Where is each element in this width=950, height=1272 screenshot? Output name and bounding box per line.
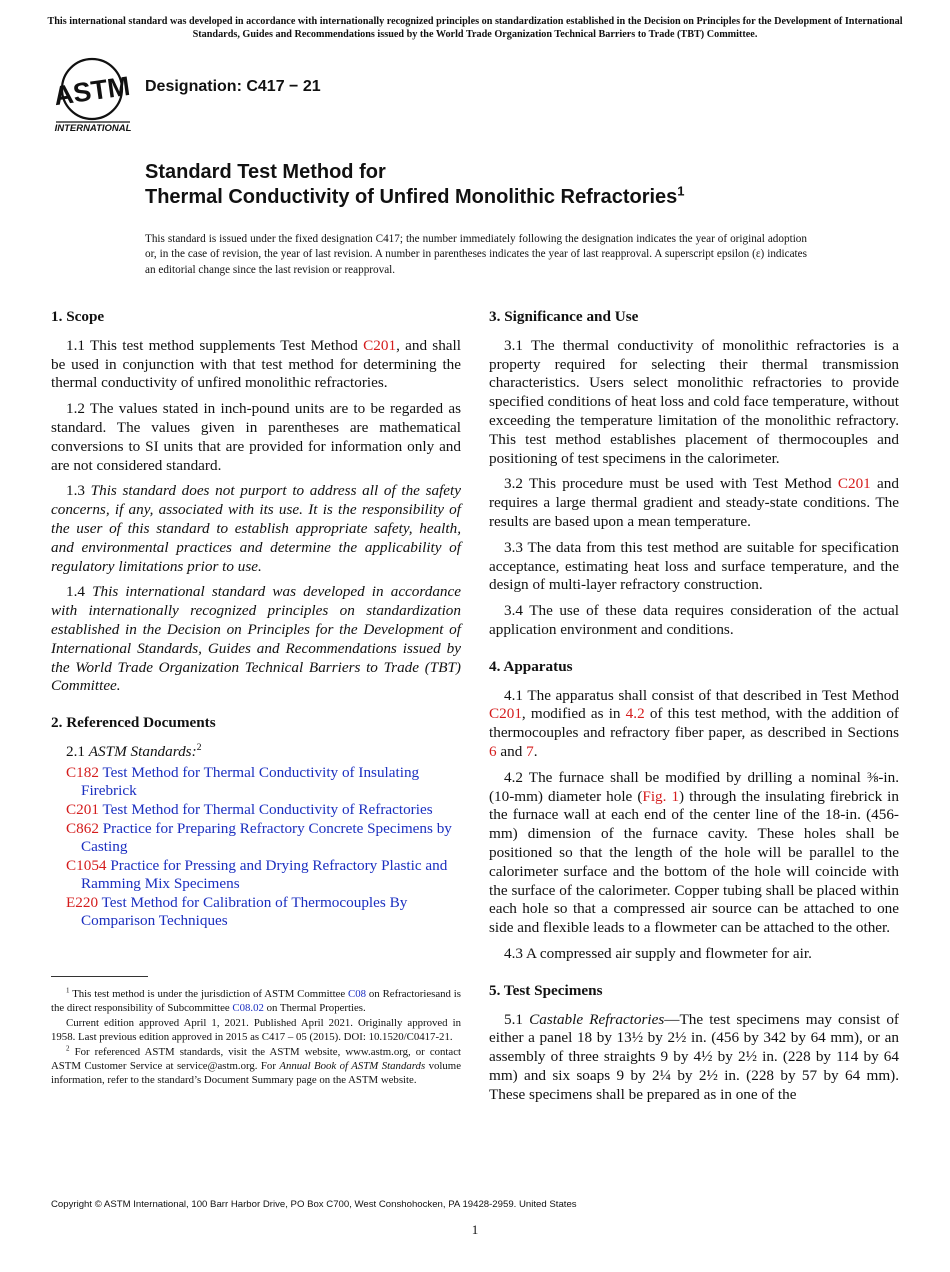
abstract: This standard is issued under the fixed designation C417; the number immediately following the designation indicates the year of original adoption or, in the case of revision, the year of last revision. A number in parentheses indicates the year of last reapproval. A superscript epsilon (ε) indicates an editorial change since the last revision or reapproval. [145,233,807,276]
para-3-1: 3.1 The thermal conductivity of monolithic refractories is a property required for selecting their thermal transmission characteristics. Users select monolithic refractories to provide specified conditions of heat loss and cold face temperature, without exceeding the temperature limitation of the monolithic refractory. This test method establishes placement of thermocouples and positioning of test specimens in the calorimeter. [489,336,899,467]
footnote-divider [51,976,148,977]
designation: Designation: C417 − 21 [145,78,321,95]
left-column [51,308,461,931]
para-2-1: 2.1 ASTM Standards:$^2$ [66,741,202,760]
section-3-heading: 3. Significance and Use [489,308,639,325]
link-4-2[interactable]: 4.2 [625,705,645,723]
right-column [489,308,899,1111]
top-note: This international standard was developed in accordance with internationally recognized principles on standardization established in the Decision on Principles for the Development of International Standards, Guides and Recommendations issued by the World Trade Organization Technical Barriers to Trade (TBT) Committee. [47,16,903,40]
ref-item[interactable]: E220 Test Method for Calibration of Thermocouples By Comparison Techniques [66,893,408,930]
link-c201[interactable]: C201 [837,475,871,493]
link-section-7[interactable]: 7 [526,742,534,760]
svg-text:INTERNATIONAL: INTERNATIONAL [54,123,132,134]
footnote-ref-2[interactable]: 2 [196,741,202,753]
section-1-heading: 1. Scope [51,308,105,325]
page-title [145,160,685,210]
section-5-heading: 5. Test Specimens [489,981,603,999]
title-line-2: Thermal Conductivity of Unfired Monolithic Refractories$^1$ [145,183,685,208]
link-c201[interactable]: C201 [363,336,397,354]
ref-item[interactable]: C201 Test Method for Thermal Conductivity of Refractories [66,800,433,818]
footnote-2: $^2$ For referenced ASTM standards, visit the ASTM website, www.astm.org, or contact ASTM Customer Service at service@astm.org. For Annual Book of ASTM Standards volume information, refer to the standard’s Document Summary page on the ASTM website. [51,1044,461,1086]
link-section-6[interactable]: 6 [489,742,497,760]
para-1-1: 1.1 This test method supplements Test Method C201, and shall be used in conjunction with that test method for determining the thermal conductivity of unfired monolithic refractories. [51,336,461,392]
para-5-1: 5.1 Castable Refractories—The test specimens may consist of either a panel 18 by 13½ by 2½ in. (456 by 342 by 64 mm), or an assembly of three straights 9 by 4½ by 2½ in. (228 by 114 by 64 mm) and six soaps 9 by 2¼ by 2½ in. (228 by 57 by 64 mm). These specimens shall be prepared as in one of the [489,1010,899,1103]
ref-item[interactable]: C862 Practice for Preparing Refractory Concrete Specimens by Casting [66,819,452,856]
link-c08[interactable]: C08 [348,988,367,1000]
link-c08-02[interactable]: C08.02 [232,1001,264,1014]
para-4-3: 4.3 A compressed air supply and flowmeter for air. [504,944,812,962]
link-fig-1[interactable]: Fig. 1 [642,787,680,805]
para-3-3: 3.3 The data from this test method are suitable for specification acceptance, estimating heat loss and surface temperature, and the design of multi-layer refractory construction. [489,538,899,594]
ref-item[interactable]: C1054 Practice for Pressing and Drying Refractory Plastic and Ramming Mix Specimens [66,856,448,893]
title-footnote-ref[interactable]: 1 [677,183,685,199]
para-1-2: 1.2 The values stated in inch-pound units are to be regarded as standard. The values given in parentheses are mathematical conversions to SI units that are provided for information only and are not considered standard. [51,400,461,474]
para-1-3: 1.3 This standard does not purport to address all of the safety concerns, if any, associated with its use. It is the responsibility of the user of this standard to establish appropriate safety, health, and environmental practices and determine the applicability of regulatory limitations prior to use. [51,482,462,575]
footnote-1-edition: Current edition approved April 1, 2021. Published April 2021. Originally approved in 1958. Last previous edition approved in 2015 as C417 – 05 (2015). DOI: 10.1520/C0417-21. [51,1017,461,1043]
footnote-1: $^1$ This test method is under the jurisdiction of ASTM Committee C08 on Refractoriesand is the direct responsibility of Subcommittee C08.02 on Thermal Properties. [51,986,461,1014]
section-2-heading: 2. Referenced Documents [51,714,216,732]
para-4-1: 4.1 The apparatus shall consist of that described in Test Method C201, modified as in 4.2 of this test method, with the addition of thermocouples and refractory fiber paper, as described in Sections 6 and 7. [489,686,899,760]
section-4-heading: 4. Apparatus [489,657,573,675]
para-3-4: 3.4 The use of these data requires consideration of the actual application environment and conditions. [489,602,899,638]
para-4-2: 4.2 The furnace shall be modified by drilling a nominal ⅜-in. (10-mm) diameter hole (Fig. 1) through the insulating firebrick in the furnace wall at each end of the center line of the 18-in. (456-mm) dimension of the furnace cavity. These holes shall be positioned so that the length of the hole will be parallel to the calorimeter surface and the bottom of the hole will coincide with the surface of the calorimeter. Copper tubing shall be placed within each hole so that a compressed air source can be attached to one side and flexible leads to a flowmeter can be attached to the other. [489,768,899,937]
copyright: Copyright © ASTM International, 100 Barr Harbor Drive, PO Box C700, West Conshohocken, PA 19428-2959. United States [51,1199,577,1210]
para-1-4: 1.4 This international standard was developed in accordance with internationally recognized principles on standardization established in the Decision on Principles for the Development of International Standards, Guides and Recommendations issued by the World Trade Organization Technical Barriers to Trade (TBT) Committee. [51,583,462,695]
page-number: 1 [471,1222,479,1237]
astm-logo-graphic [52,56,134,134]
title-line-1: Standard Test Method for [145,161,386,183]
para-3-2: 3.2 This procedure must be used with Test Method C201 and requires a large thermal gradient and steady-state conditions. The results are based upon a mean temperature. [489,475,899,530]
svg-text:ASTM: ASTM [52,70,132,112]
link-c201[interactable]: C201 [489,705,522,723]
footnotes [51,988,461,1089]
astm-logo [52,56,134,134]
ref-item[interactable]: C182 Test Method for Thermal Conductivity of Insulating Firebrick [66,763,420,800]
